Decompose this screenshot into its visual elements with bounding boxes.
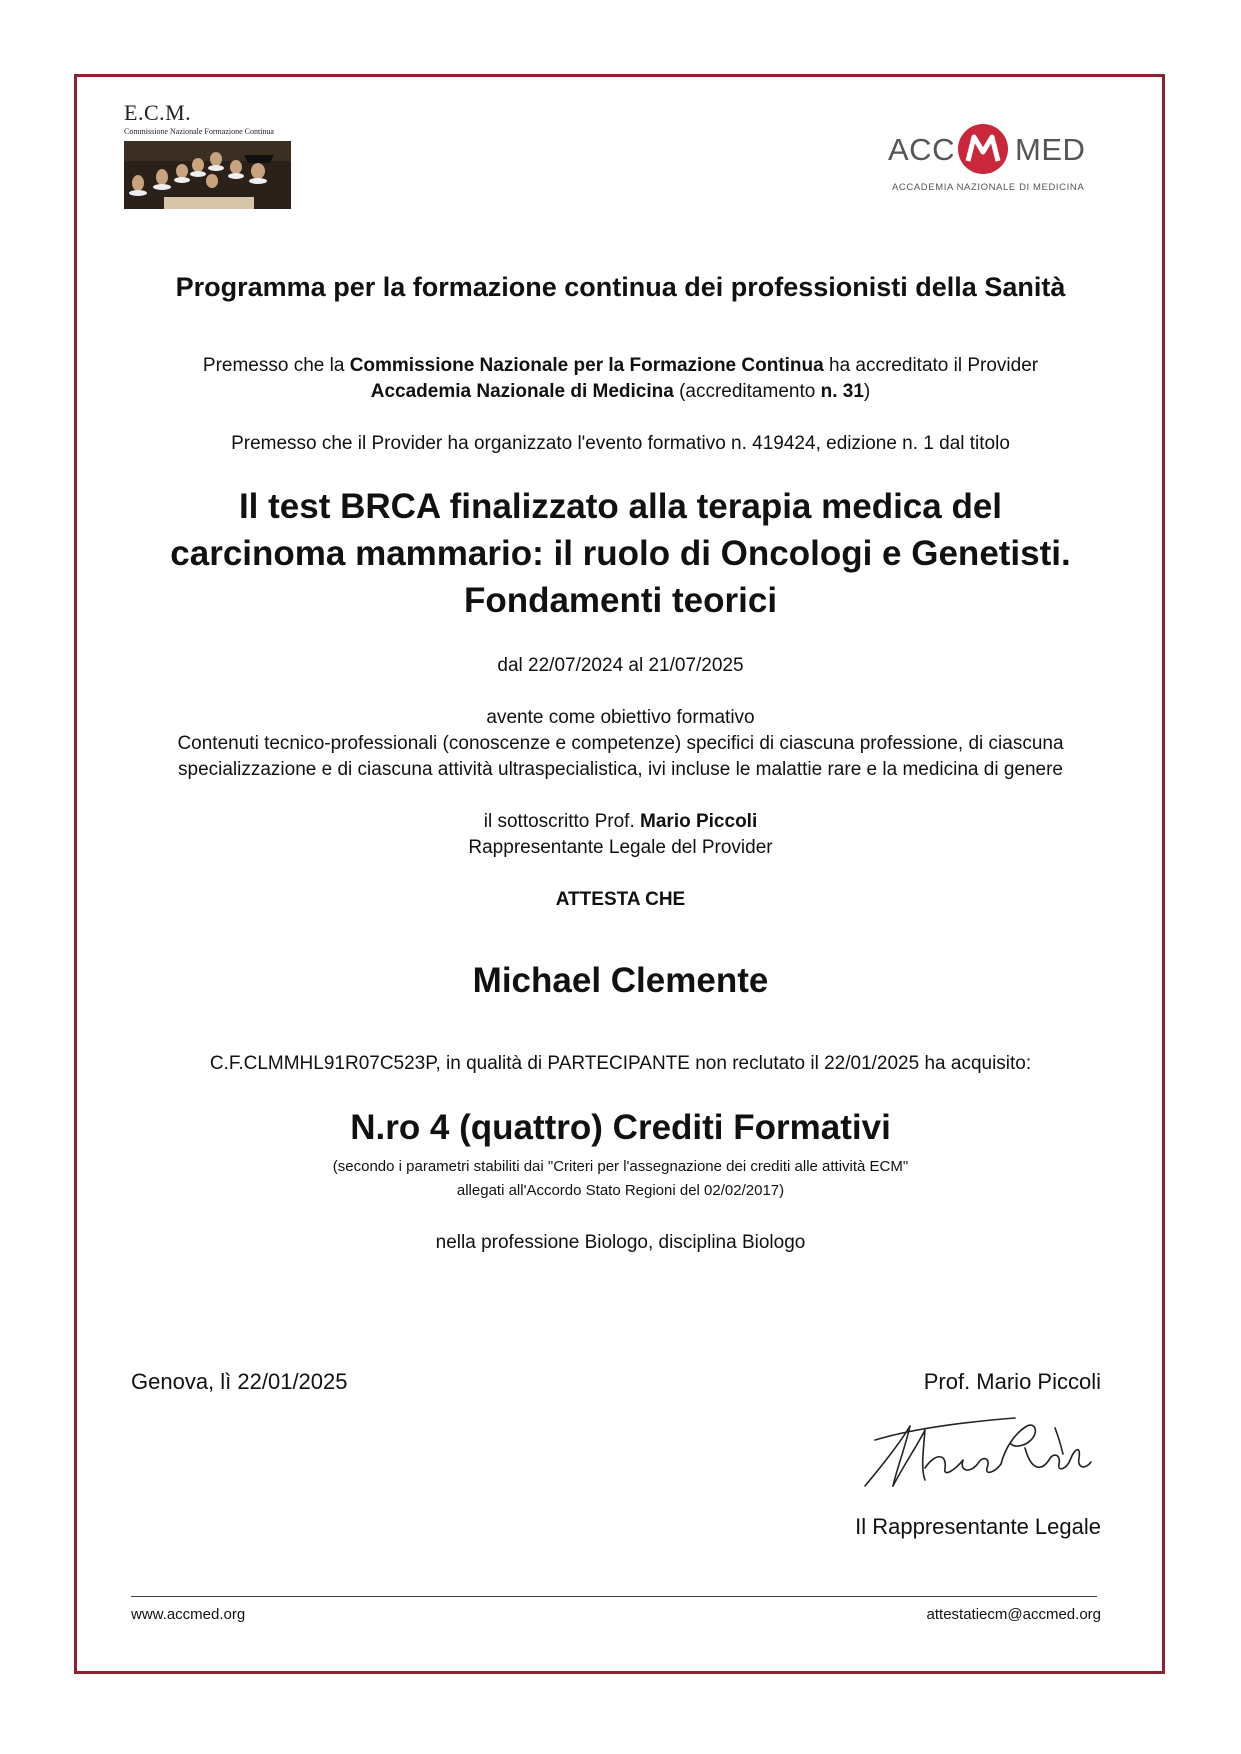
premise-commission xyxy=(0,353,1241,379)
event-dates: dal 22/07/2024 al 21/07/2025 xyxy=(497,655,744,676)
course-title-line2: carcinoma mammario: il ruolo di Oncologi e Genetisti. xyxy=(170,534,1071,573)
premise-event: Premesso che il Provider ha organizzato l'evento formativo n. 419424, edizione n. 1 dal titolo xyxy=(231,433,1010,454)
accmed-logo-m-icon xyxy=(958,124,1008,174)
accmed-logo-acc: ACC xyxy=(888,132,955,167)
signatory-text: il sottoscritto Prof. xyxy=(483,811,641,832)
legal-representative-label: Il Rappresentante Legale xyxy=(855,1514,1101,1539)
accreditation-number: n. 31 xyxy=(820,381,864,402)
premise-text: (accreditamento xyxy=(673,381,821,402)
objective-label: avente come obiettivo formativo xyxy=(486,707,755,728)
accmed-logo-subtitle: ACCADEMIA NAZIONALE DI MEDICINA xyxy=(892,182,1085,193)
objective-line1: Contenuti tecnico-professionali (conoscenze e competenze) specifici di ciascuna professione, di ciascuna xyxy=(177,733,1064,754)
premise-provider xyxy=(0,379,1241,405)
premise-text: ) xyxy=(863,381,871,402)
criteria-line2: allegati all'Accordo Stato Regioni del 02/02/2017) xyxy=(456,1182,785,1199)
accmed-logo-med: MED xyxy=(1015,132,1086,167)
course-title-line1: Il test BRCA finalizzato alla terapia medica del xyxy=(238,487,1003,526)
program-title: Programma per la formazione continua dei professionisti della Sanità xyxy=(175,272,1066,302)
profession-line: nella professione Biologo, disciplina Biologo xyxy=(435,1232,806,1253)
premise-text: ha accreditato il Provider xyxy=(823,355,1039,376)
premise-text: Premesso che la xyxy=(202,355,350,376)
objective-line2: specializzazione e di ciascuna attività ultraspecialistica, ivi incluse le malattie rare e la medicina di genere xyxy=(178,759,1063,780)
footer-divider xyxy=(131,1596,1097,1597)
footer-website: www.accmed.org xyxy=(131,1606,246,1623)
provider-name: Accademia Nazionale di Medicina xyxy=(370,381,674,402)
credits-awarded: N.ro 4 (quattro) Crediti Formativi xyxy=(350,1108,891,1147)
ecm-logo-subtitle: Commissione Nazionale Formazione Continua xyxy=(124,127,274,136)
participant-name: Michael Clemente xyxy=(472,961,769,1000)
criteria-line1: (secondo i parametri stabiliti dai "Criteri per l'assegnazione dei crediti alle attività ECM" xyxy=(332,1158,909,1175)
signatory-name: Mario Piccoli xyxy=(640,811,758,832)
course-title-line3: Fondamenti teorici xyxy=(463,581,778,620)
place-date: Genova, lì 22/01/2025 xyxy=(131,1369,348,1394)
signer-name: Prof. Mario Piccoli xyxy=(923,1369,1101,1394)
ecm-logo-painting xyxy=(124,141,291,209)
ecm-logo-title: E.C.M. xyxy=(124,100,192,125)
participant-details: C.F.CLMMHL91R07C523P, in qualità di PARTECIPANTE non reclutato il 22/01/2025 ha acquisito: xyxy=(209,1053,1032,1074)
accmed-logo xyxy=(888,124,1088,196)
signatory-role: Rappresentante Legale del Provider xyxy=(468,837,773,858)
signatory-line xyxy=(0,809,1241,835)
handwritten-signature xyxy=(855,1408,1100,1498)
commission-name: Commissione Nazionale per la Formazione Continua xyxy=(349,355,824,376)
attesta-che: ATTESTA CHE xyxy=(555,889,686,910)
footer-email: attestatiecm@accmed.org xyxy=(926,1606,1101,1623)
